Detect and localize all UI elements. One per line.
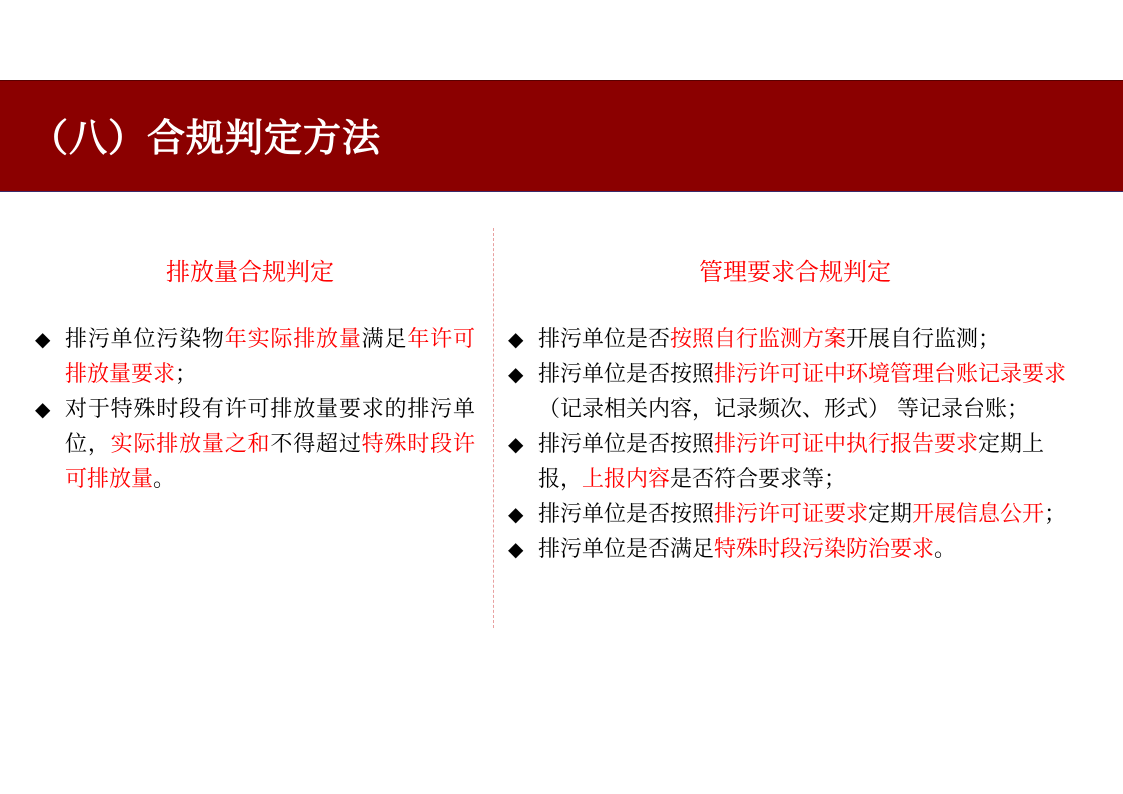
bullet-text: 。 — [153, 467, 176, 492]
bullet-text: 排污单位是否满足 — [538, 537, 715, 562]
bullet-item — [35, 392, 475, 497]
diamond-bullet-icon: ◆ — [35, 397, 51, 421]
right-column-heading: 管理要求合规判定 — [699, 258, 891, 286]
bullet-item — [508, 427, 1088, 497]
highlighted-text: 按照自行监测方案 — [670, 327, 847, 352]
bullet-text: 排污单位污染物 — [65, 327, 225, 352]
bullet-item — [508, 532, 1088, 567]
bullet-text: 排污单位是否按照 — [538, 432, 715, 457]
highlighted-text: 特殊时段污染防治要求 — [714, 537, 935, 562]
highlighted-text: 实际排放量之和 — [110, 432, 271, 457]
bullet-text: 定期 — [868, 502, 913, 527]
title-bar — [0, 80, 1123, 192]
highlighted-text: 排污许可证中执行报告要求 — [714, 432, 979, 457]
highlighted-text: 特殊时段许可排放量 — [65, 432, 475, 492]
right-bullet-list — [508, 322, 1088, 567]
diamond-bullet-icon: ◆ — [508, 362, 524, 386]
bullet-text: 不得超过 — [270, 432, 362, 457]
diamond-bullet-icon: ◆ — [508, 432, 524, 456]
diamond-bullet-icon: ◆ — [508, 502, 524, 526]
highlighted-text: 年实际排放量 — [224, 327, 362, 352]
column-divider — [493, 228, 494, 628]
bullet-text: 定期上报， — [538, 432, 1045, 492]
diamond-bullet-icon: ◆ — [508, 327, 524, 351]
bullet-text: 是否符合要求等； — [670, 467, 847, 492]
bullet-text: 开展自行监测； — [846, 327, 1001, 352]
bullet-text: 。 — [934, 537, 957, 562]
bullet-item — [508, 497, 1088, 532]
left-bullet-list — [35, 322, 475, 497]
bullet-item — [508, 322, 1088, 357]
bullet-text: ； — [175, 362, 198, 387]
bullet-text: ； — [1044, 502, 1067, 527]
highlighted-text: 排污许可证要求 — [714, 502, 869, 527]
highlighted-text: 上报内容 — [582, 467, 671, 492]
diamond-bullet-icon: ◆ — [508, 537, 524, 561]
bullet-item — [35, 322, 475, 392]
bullet-text: 对于特殊时段有许可排放量要求的排污单位， — [65, 397, 475, 457]
highlighted-text: 开展信息公开 — [912, 502, 1045, 527]
bullet-text: 排污单位是否 — [538, 327, 671, 352]
bullet-text: 排污单位是否按照 — [538, 502, 715, 527]
page-title: （八）合规判定方法 — [30, 115, 382, 160]
left-column-heading: 排放量合规判定 — [166, 258, 334, 286]
diamond-bullet-icon: ◆ — [35, 327, 51, 351]
highlighted-text: 年许可排放量要求 — [65, 327, 475, 387]
bullet-text: 排污单位是否按照 — [538, 362, 715, 387]
bullet-item — [508, 357, 1088, 427]
bullet-text: 满足 — [361, 327, 408, 352]
bullet-text: （记录相关内容，记录频次、形式） 等记录台账； — [538, 397, 1029, 422]
highlighted-text: 排污许可证中环境管理台账记录要求 — [714, 362, 1067, 387]
